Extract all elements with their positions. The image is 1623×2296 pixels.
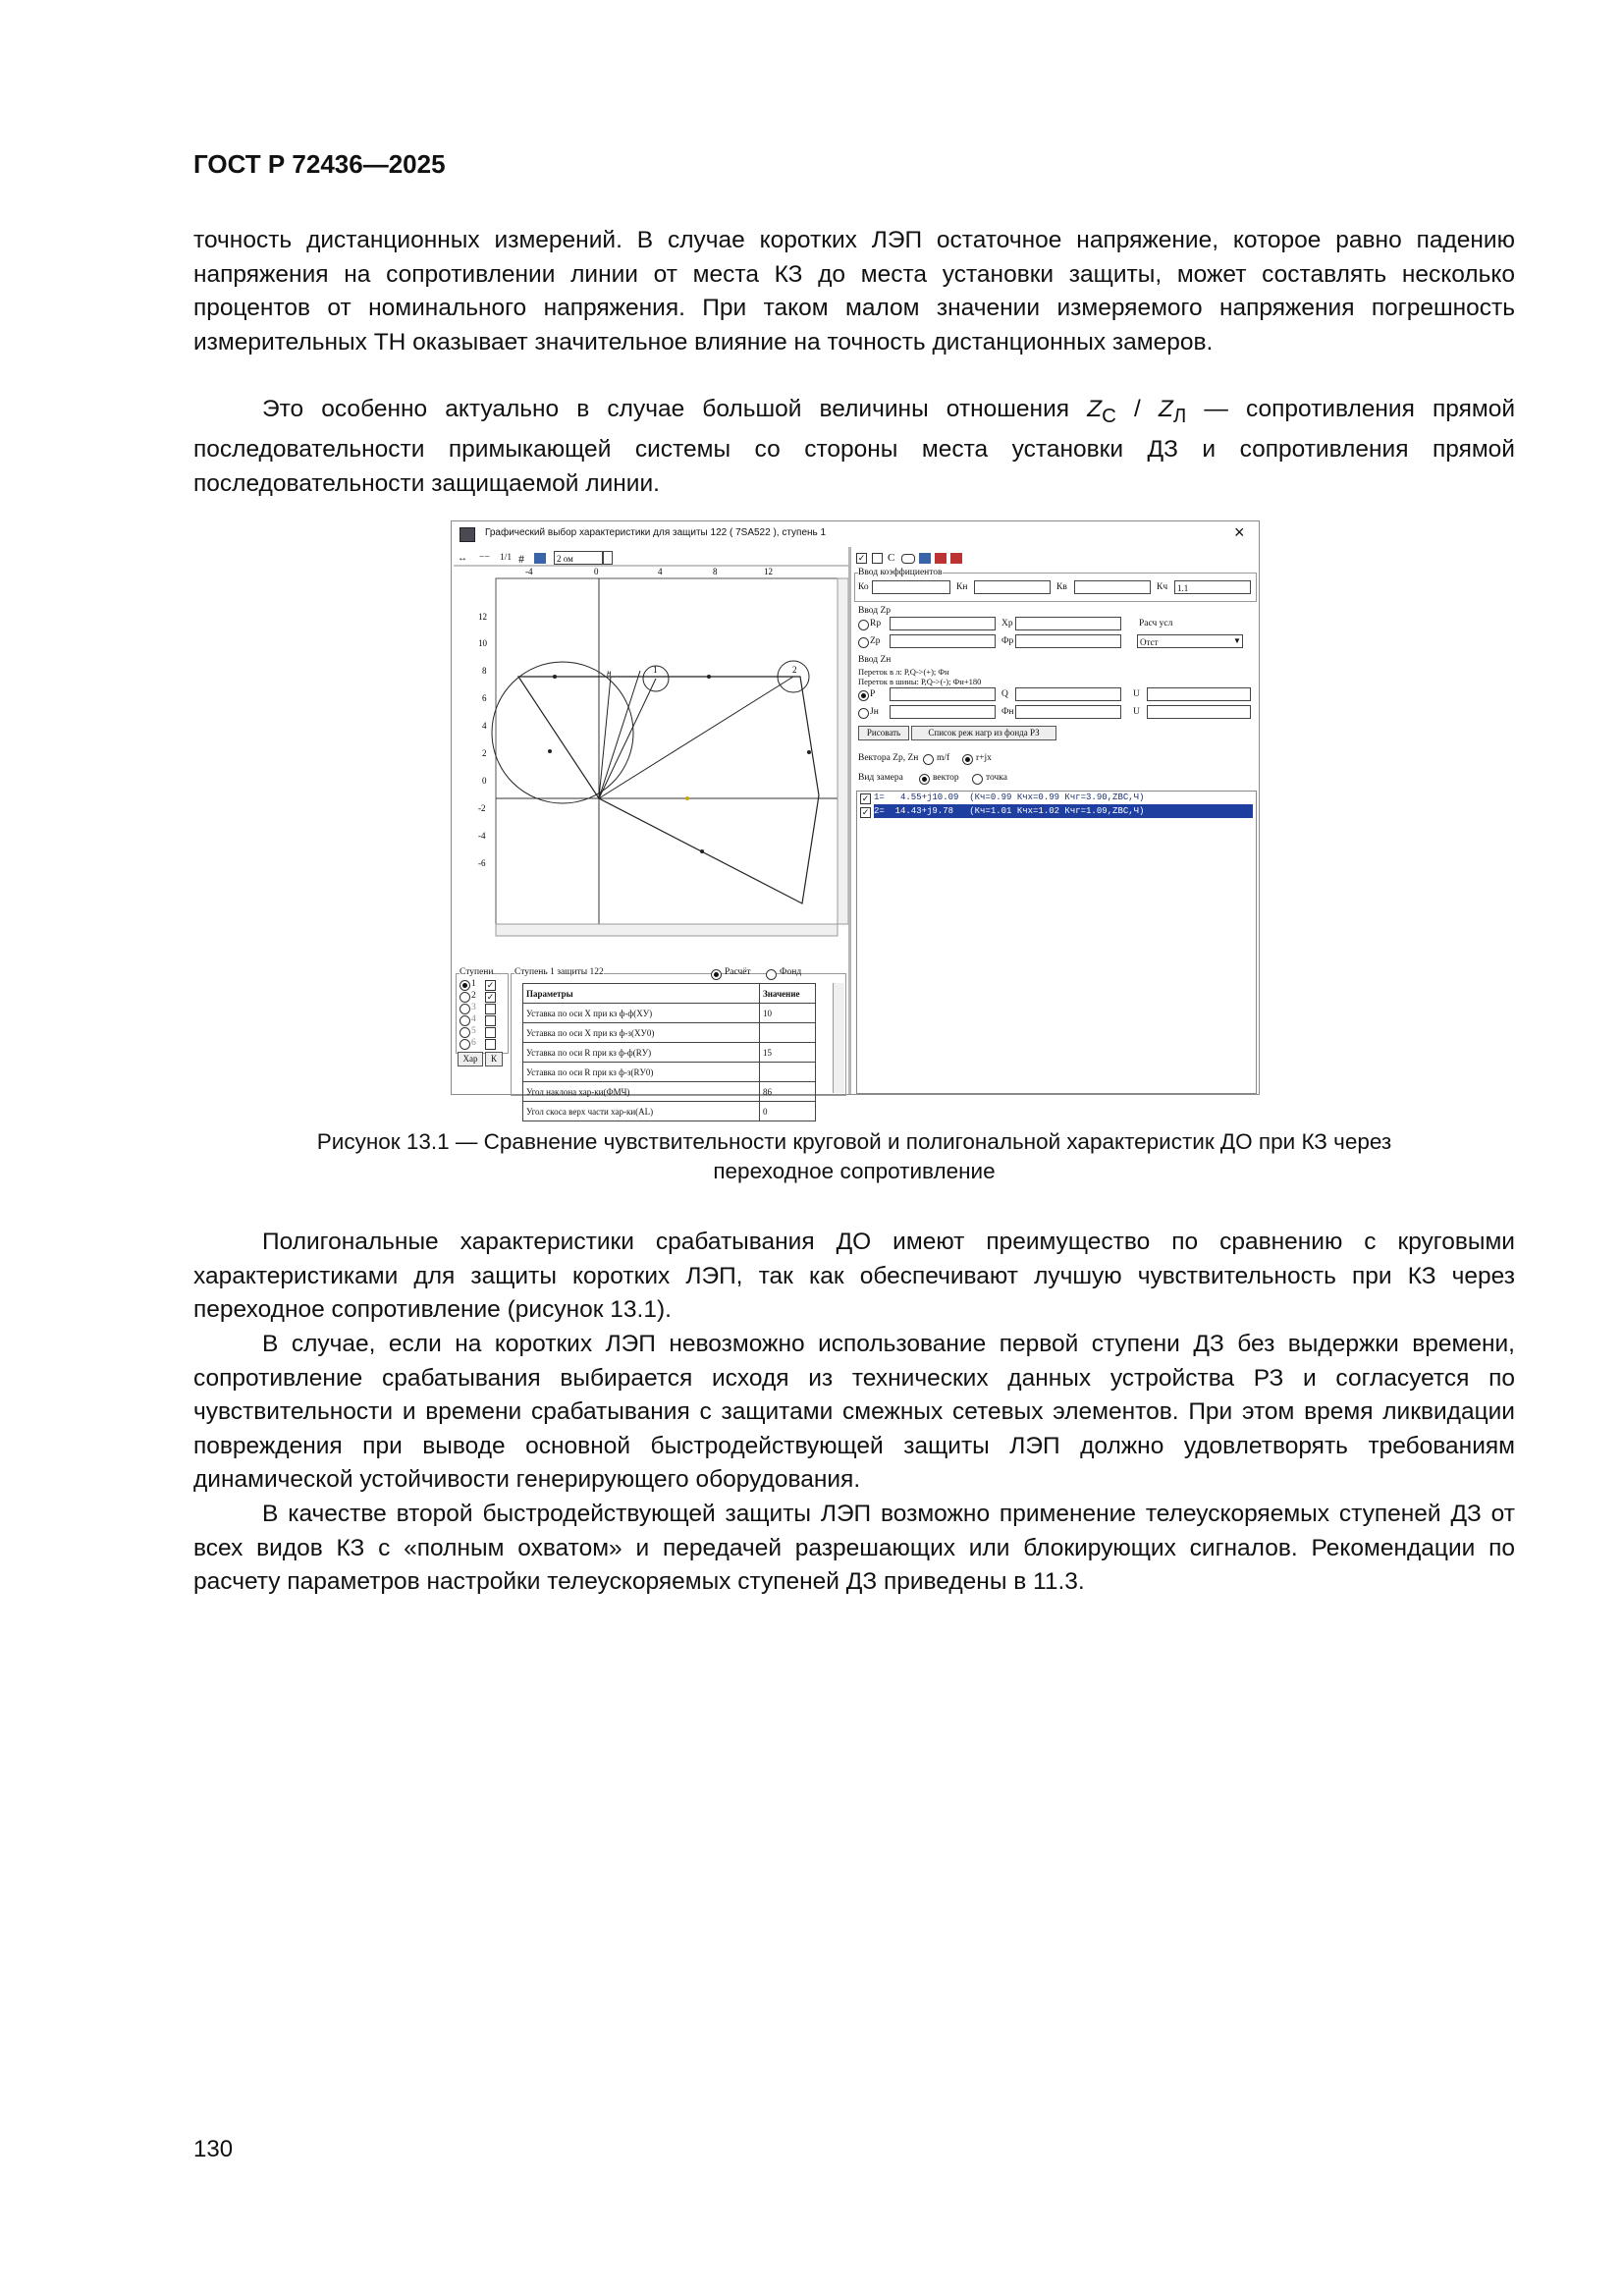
y-tick-label: 2 bbox=[482, 748, 487, 758]
stage-group-title: Ступень 1 защиты 122 bbox=[514, 967, 604, 977]
caption-line-1: Рисунок 13.1 — Сравнение чувствительности круговой и полигональной характеристик ДО при КЗ через bbox=[316, 1129, 1392, 1154]
x-tick-label: 8 bbox=[713, 567, 718, 576]
stage-3-radio[interactable] bbox=[460, 1004, 470, 1014]
figure-caption bbox=[193, 1127, 1515, 1186]
measure-vector-radio[interactable] bbox=[919, 774, 930, 785]
scale-reset-icon[interactable]: 1/1 bbox=[500, 553, 513, 563]
params-scrollbar[interactable] bbox=[833, 983, 844, 1093]
table-row[interactable] bbox=[523, 1043, 816, 1063]
u2-label: U bbox=[1133, 707, 1140, 717]
param-value[interactable]: 10 bbox=[760, 1004, 816, 1023]
paragraph-2 bbox=[193, 393, 1515, 501]
params-header-name: Параметры bbox=[523, 984, 760, 1004]
stage-1-label: 1 bbox=[471, 979, 476, 989]
load-list-button[interactable]: Список реж нагр из фонда РЗ bbox=[911, 726, 1056, 740]
y-tick-label: -4 bbox=[478, 831, 486, 841]
rp-label: Rр bbox=[870, 619, 882, 629]
measure-point-radio[interactable] bbox=[972, 774, 983, 785]
stage-6-check[interactable] bbox=[485, 1039, 496, 1050]
phin-input[interactable] bbox=[1015, 705, 1121, 719]
param-value[interactable] bbox=[760, 1023, 816, 1043]
xp-label: Хр bbox=[1001, 619, 1013, 629]
stage-5-radio[interactable] bbox=[460, 1027, 470, 1038]
zc-symbol: $Z_С$ bbox=[1087, 396, 1116, 427]
x-tick-label: 0 bbox=[594, 567, 599, 576]
kv-label: Кв bbox=[1056, 582, 1067, 592]
load-label: н bbox=[607, 668, 612, 678]
vectors-rjx-radio[interactable] bbox=[962, 754, 973, 765]
app-icon bbox=[460, 527, 475, 542]
toolbar-c-button[interactable]: С bbox=[888, 552, 895, 564]
y-tick-label: -6 bbox=[478, 858, 486, 868]
phin-label: Фн bbox=[1001, 707, 1014, 717]
flow-line-1: Переток в л: Р,Q->(+); Фн bbox=[858, 667, 949, 677]
plot-vertical-scrollbar bbox=[838, 578, 848, 924]
print-icon[interactable] bbox=[919, 553, 931, 564]
kn-input[interactable] bbox=[974, 580, 1051, 594]
params-header-row bbox=[523, 984, 816, 1004]
jn-input[interactable] bbox=[890, 705, 996, 719]
stage-2-label: 2 bbox=[471, 991, 476, 1001]
stage-5-check[interactable] bbox=[485, 1027, 496, 1038]
measure-vector-label: вектор bbox=[933, 773, 959, 783]
table-row[interactable] bbox=[523, 1004, 816, 1023]
kch-input[interactable]: 1.1 bbox=[1174, 580, 1251, 594]
y-tick-label: 8 bbox=[482, 666, 487, 676]
window-title: Графический выбор характеристики для защиты 122 ( 7SA522 ), ступень 1 bbox=[485, 527, 827, 538]
q-label: Q bbox=[1001, 689, 1008, 699]
print-icon[interactable] bbox=[534, 553, 546, 564]
stage-4-radio[interactable] bbox=[460, 1015, 470, 1026]
y-tick-label: 0 bbox=[482, 776, 487, 786]
x-axis-ticks bbox=[525, 567, 773, 576]
stage-2-check[interactable]: ✓ bbox=[486, 992, 495, 1002]
results-list[interactable] bbox=[856, 791, 1257, 1094]
param-name: Угол наклона хар-ки(ФМЧ) bbox=[523, 1082, 760, 1102]
p-radio[interactable] bbox=[858, 690, 869, 701]
param-name: Угол скоса верх части хар-ки(AL) bbox=[523, 1102, 760, 1121]
calc-radio[interactable] bbox=[711, 969, 722, 980]
vectors-mf-radio[interactable] bbox=[923, 754, 934, 765]
figure-screenshot-window bbox=[451, 520, 1260, 1117]
toolbar-check-icon[interactable]: ✓ bbox=[857, 553, 866, 563]
u-input[interactable] bbox=[1147, 687, 1251, 701]
paragraph-3: Полигональные характеристики срабатывания ДО имеют преимущество по сравнению с круговыми характеристиками для защиты коротких ЛЭП, так как обеспечивают лучшую чувствительность при КЗ через переходное сопротивление (рисунок 13.1). bbox=[193, 1229, 1515, 1323]
vectors-rjx-label: r+jx bbox=[976, 753, 992, 763]
result-1-checkbox[interactable]: ✓ bbox=[861, 793, 870, 803]
u2-input[interactable] bbox=[1147, 705, 1251, 719]
toolbar-box-icon[interactable] bbox=[872, 553, 883, 564]
plot-horizontal-scrollbar bbox=[496, 924, 838, 936]
stage-3-label: 3 bbox=[471, 1003, 476, 1012]
chevron-down-icon[interactable]: ▼ bbox=[1233, 636, 1241, 645]
fund-radio[interactable] bbox=[766, 969, 777, 980]
param-name: Уставка по оси Х при кз ф-ф(ХУ) bbox=[523, 1004, 760, 1023]
y-tick-label: 10 bbox=[478, 638, 487, 648]
table-row[interactable] bbox=[523, 1102, 816, 1121]
flow-line-2: Переток в шины: Р,Q->(-); Фн+180 bbox=[858, 677, 982, 686]
link-icon[interactable] bbox=[901, 554, 915, 564]
param-name: Уставка по оси R при кз ф-з(RУ0) bbox=[523, 1063, 760, 1082]
param-value[interactable]: 15 bbox=[760, 1043, 816, 1063]
param-value[interactable]: 0 bbox=[760, 1102, 816, 1121]
export-icon[interactable] bbox=[935, 553, 947, 564]
characteristic-plot bbox=[452, 565, 848, 967]
measure-point-label: точка bbox=[986, 773, 1007, 783]
jn-label: Jн bbox=[870, 707, 879, 717]
stages-title: Ступени bbox=[460, 967, 494, 977]
zl-symbol: $Z_Л$ bbox=[1158, 396, 1187, 427]
grid-icon[interactable]: # bbox=[518, 552, 524, 566]
stage-6-radio[interactable] bbox=[460, 1039, 470, 1050]
rp-input[interactable] bbox=[890, 617, 996, 630]
stage-1-radio[interactable] bbox=[460, 980, 470, 991]
phip-label: Фр bbox=[1001, 636, 1014, 646]
scale-input[interactable]: 2 ом bbox=[554, 551, 603, 565]
stage-4-check[interactable] bbox=[485, 1015, 496, 1026]
paragraph-2-start: Это особенно актуально в случае большой величины отношения bbox=[262, 396, 1088, 422]
characteristic-button[interactable]: Хар bbox=[458, 1052, 483, 1066]
stage-5-label: 5 bbox=[471, 1026, 476, 1036]
y-tick-label: 12 bbox=[478, 612, 487, 622]
x-tick-label: 4 bbox=[658, 567, 663, 576]
table-row[interactable] bbox=[523, 1023, 816, 1043]
x-tick-label: -4 bbox=[525, 567, 533, 576]
jn-radio[interactable] bbox=[858, 708, 869, 719]
table-row[interactable] bbox=[523, 1082, 816, 1102]
stage-1-check[interactable]: ✓ bbox=[486, 980, 495, 990]
table-row[interactable] bbox=[523, 1063, 816, 1082]
x-tick-label: 12 bbox=[764, 567, 773, 576]
rp-radio[interactable] bbox=[858, 620, 869, 630]
document-header: ГОСТ Р 72436—2025 bbox=[193, 149, 446, 179]
caption-line-2: переходное сопротивление bbox=[713, 1159, 996, 1183]
measure-label: Вид замера bbox=[858, 773, 903, 783]
phip-input[interactable] bbox=[1015, 634, 1121, 648]
param-value[interactable] bbox=[760, 1063, 816, 1082]
params-header-value: Значение bbox=[760, 984, 816, 1004]
param-value[interactable]: 86 bbox=[760, 1082, 816, 1102]
close-icon[interactable]: × bbox=[1234, 522, 1245, 542]
export-all-icon[interactable] bbox=[950, 553, 962, 564]
zoom-in-icon[interactable]: ↔ bbox=[458, 553, 467, 564]
stage-3-check[interactable] bbox=[485, 1004, 496, 1014]
calc-cond-label: Расч усл bbox=[1139, 619, 1173, 629]
ko-label: Ко bbox=[858, 582, 869, 592]
draw-button[interactable]: Рисовать bbox=[858, 726, 909, 740]
zp-group-title: Ввод Zр bbox=[858, 606, 891, 616]
p-input[interactable] bbox=[890, 687, 996, 701]
ko-input[interactable] bbox=[872, 580, 950, 594]
page-number: 130 bbox=[193, 2136, 234, 2162]
param-name: Уставка по оси Х при кз ф-з(ХУ0) bbox=[523, 1023, 760, 1043]
zp-radio[interactable] bbox=[858, 637, 869, 648]
y-tick-label: 6 bbox=[482, 693, 487, 703]
k-button[interactable]: К bbox=[485, 1052, 503, 1066]
window-titlebar bbox=[452, 521, 1259, 547]
zn-group-title: Ввод Zн bbox=[858, 655, 892, 665]
coef-group-title: Ввод коэффициентов bbox=[858, 568, 943, 577]
ratio-slash: / bbox=[1115, 396, 1159, 422]
paragraph-4: В случае, если на коротких ЛЭП невозможно использование первой ступени ДЗ без выдержки времени, сопротивление срабатывания выбирается исходя из технических данных устройства РЗ и согласуется по чувствительности и времени срабатывания с защитами смежных сетевых элементов. При этом время ликвидации повреждения при выводе основной быстродействующей защиты ЛЭП должно удовлетворять требованиям динамической устойчивости генерирующего оборудования. bbox=[193, 1331, 1515, 1493]
y-axis-ticks bbox=[478, 612, 488, 868]
paragraph-2-end: — сопротивления прямой последовательности примыкающей системы со стороны места установки ДЗ и сопротивления прямой последовательности защищаемой линии. bbox=[193, 396, 1515, 497]
xp-input[interactable] bbox=[1015, 617, 1121, 630]
fund-label: Фонд bbox=[780, 967, 802, 977]
kch-label: Кч bbox=[1157, 582, 1168, 592]
params-table-wrapper bbox=[522, 983, 816, 1121]
stage-4-label: 4 bbox=[471, 1014, 476, 1024]
stage-6-label: 6 bbox=[471, 1038, 476, 1048]
kn-label: Кн bbox=[956, 582, 968, 592]
paragraph-1: точность дистанционных измерений. В случае коротких ЛЭП остаточное напряжение, которое равно падению напряжения на сопротивлении линии от места КЗ до места установки защиты, может составлять несколько процентов от номинального напряжения. При таком малом значении измеряемого напряжения погрешность измерительных ТН оказывает значительное влияние на точность дистанционных замеров. bbox=[193, 227, 1515, 355]
paragraph-5: В качестве второй быстродействующей защиты ЛЭП возможно применение телеускоряемых ступеней ДЗ от всех видов КЗ с «полным охватом» и передачей разрешающих или блокирующих сигналов. Рекомендации по расчету параметров настройки телеускоряемых ступеней ДЗ приведены в 11.3. bbox=[193, 1501, 1515, 1595]
param-name: Уставка по оси R при кз ф-ф(RУ) bbox=[523, 1043, 760, 1063]
y-tick-label: -2 bbox=[478, 803, 486, 813]
vector-1-label: 1 bbox=[653, 665, 658, 675]
u-label: U bbox=[1133, 689, 1140, 699]
splitter[interactable] bbox=[848, 547, 851, 1094]
q-input[interactable] bbox=[1015, 687, 1121, 701]
result-1[interactable]: 1= 4.55+j10.09 (Кч=0.99 Кчх=0.99 Кчг=3.90,ZBC,Ч) bbox=[874, 793, 1145, 802]
result-2-selected[interactable]: 2= 14.43+j9.78 (Кч=1.01 Кчх=1.02 Кчг=1.09,ZBC,Ч) bbox=[874, 804, 1253, 818]
zp-label: Zр bbox=[870, 636, 881, 646]
stage-2-radio[interactable] bbox=[460, 992, 470, 1003]
vectors-label: Вектора Zр, Zн bbox=[858, 753, 919, 763]
zp-input[interactable] bbox=[890, 634, 996, 648]
params-table bbox=[522, 983, 816, 1121]
vector-2-label: 2 bbox=[792, 665, 797, 675]
calc-cond-select[interactable]: Отст bbox=[1137, 634, 1243, 648]
p-label: Р bbox=[870, 689, 876, 699]
kv-input[interactable] bbox=[1074, 580, 1151, 594]
result-2-checkbox[interactable]: ✓ bbox=[861, 807, 870, 817]
zoom-out-icon[interactable]: −− bbox=[479, 553, 490, 563]
vectors-mf-label: m/f bbox=[937, 753, 950, 763]
calc-label: Расчёт bbox=[725, 967, 751, 977]
scale-spinner[interactable] bbox=[603, 551, 613, 565]
y-tick-label: 4 bbox=[482, 721, 487, 731]
